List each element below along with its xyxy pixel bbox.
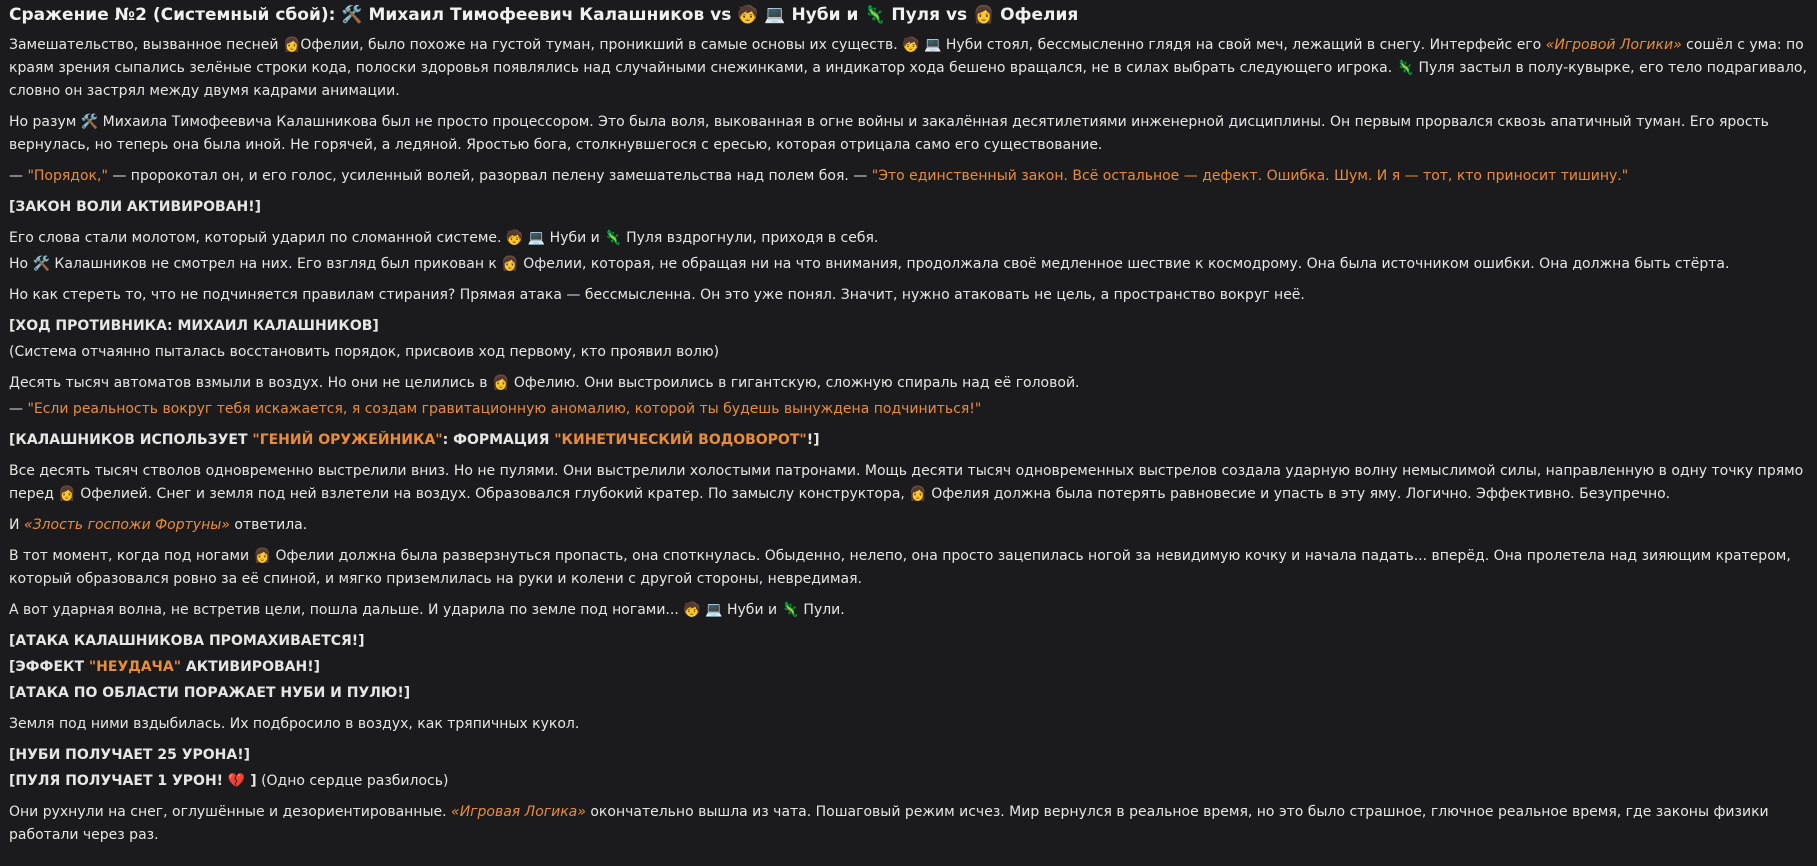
- system-message-will-law: [ЗАКОН ВОЛИ АКТИВИРОВАН!]: [9, 199, 262, 215]
- paragraph-system-note: (Система отчаянно пыталась восстановить порядок, присвоив ход первому, кто проявил волю): [9, 344, 720, 360]
- quote-law: "Это единственный закон. Всё остальное — дефект. Ошибка. Шум. И я — тот, кто приносит тишину.": [871, 168, 1629, 184]
- paragraph-fortune-answer: И «Злость госпожи Фортуны» ответила.: [9, 517, 308, 533]
- game-logic-term: «Игровой Логики»: [1545, 37, 1682, 53]
- paragraph-order-speech: — "Порядок," — пророкотал он, и его голос, усиленный волей, разорвал пелену замешательства над полем боя. — "Это единственный закон. Всё остальное — дефект. Ошибка. Шум. И я — тот, кто приносит тишину.": [9, 168, 1629, 184]
- quote-order: "Порядок,": [27, 168, 108, 184]
- paragraph-kalashnikov-will: Но разум 🛠️ Михаила Тимофеевича Калашникова был не просто процессором. Это была воля, выкованная в огне войны и закалённая десятилетиями инженерной дисциплины. Он первым прорвался сквозь апатичный туман. Его ярость вернулась, но теперь она была иной. Не горячей, а ледяной. Яростью бога, столкнувшегося с ересью, которая отрицала само его существование.: [9, 114, 1769, 153]
- paragraph-thrown-up: Земля под ними вздыбилась. Их подбросило в воздух, как тряпичных кукол.: [9, 716, 580, 732]
- effect-name: "НЕУДАЧА": [88, 659, 181, 675]
- paragraph-shockwave: Все десять тысяч стволов одновременно выстрелили вниз. Но не пулями. Они выстрелили холостыми патронами. Мощь десяти тысяч одновременных выстрелов создала ударную волну немыслимой силы, направленную в одну точку прямо перед 👩 Офелией. Снег и земля под ней взлетели на воздух. Образовался глубокий кратер. По замыслу конструктора, 👩 Офелия должна была потерять равновесие и упасть в эту яму. Логично. Эффективно. Безупречно.: [9, 463, 1804, 502]
- formation-name: "КИНЕТИЧЕСКИЙ ВОДОВОРОТ": [554, 432, 807, 448]
- paragraph-confusion: Замешательство, вызванное песней 👩Офелии, было похоже на густой туман, проникший в самые основы их существ. 🧒 💻 Нуби стоял, бессмысленно глядя на свой меч, лежащий в снегу. Интерфейс его «Игровой Логики» сошёл с ума: по краям зрения сыпались зелёные строки кода, полоски здоровья появлялись над случайными снежинками, а индикатор хода бешено вращался, не в силах выбрать следующего игрока. 🦎 Пуля застыл в полу-кувырке, его тело подрагивало, словно он застрял между двумя кадрами анимации.: [9, 37, 1807, 99]
- paragraph-ophelia-trip: В тот момент, когда под ногами 👩 Офелии должна была разверзнуться пропасть, она споткнулась. Обыденно, нелепо, она просто зацепилась ногой за невидимую кочку и начала падать... вперёд. Она пролетела над зияющим кратером, который образовался ровно за её спиной, и мягко приземлилась на руки и колени с другой стороны, невредимая.: [9, 548, 1791, 587]
- skill-name: "ГЕНИЙ ОРУЖЕЙНИКА": [252, 432, 443, 448]
- system-message-skill-use: [КАЛАШНИКОВ ИСПОЛЬЗУЕТ "ГЕНИЙ ОРУЖЕЙНИКА": ФОРМАЦИЯ "КИНЕТИЧЕСКИЙ ВОДОВОРОТ"!]: [9, 432, 820, 448]
- paragraph-hammer-words: Его слова стали молотом, который ударил по сломанной системе. 🧒 💻 Нуби и 🦎 Пуля вздрогнули, приходя в себя.: [9, 230, 879, 246]
- paragraph-wave-hits: А вот ударная волна, не встретив цели, пошла дальше. И ударила по земле под ногами... 🧒 💻 Нуби и 🦎 Пули.: [9, 602, 845, 618]
- paragraph-realtime: Они рухнули на снег, оглушённые и дезориентированные. «Игровая Логика» окончательно вышла из чата. Пошаговый режим исчез. Мир вернулся в реальное время, но это было страшное, глючное реальное время, где законы физики работали через раз.: [9, 804, 1769, 843]
- system-message-pulya-damage: [ПУЛЯ ПОЛУЧАЕТ 1 УРОН! 💔 ] (Одно сердце разбилось): [9, 773, 449, 789]
- system-message-area-attack: [АТАКА ПО ОБЛАСТИ ПОРАЖАЕТ НУБИ И ПУЛЮ!]: [9, 685, 411, 701]
- system-message-attack-miss: [АТАКА КАЛАШНИКОВА ПРОМАХИВАЕТСЯ!]: [9, 633, 365, 649]
- paragraph-rifles-spiral: Десять тысяч автоматов взмыли в воздух. Но они не целились в 👩 Офелию. Они выстроились в гигантскую, сложную спираль над её головой.: [9, 375, 1080, 391]
- battle-title: Сражение №2 (Системный сбой): 🛠️ Михаил Тимофеевич Калашников vs 🧒 💻 Нуби и 🦎 Пуля vs 👩 Офелия: [9, 5, 1079, 25]
- quote-gravity: "Если реальность вокруг тебя искажается, я создам гравитационную аномалию, которой ты будешь вынуждена подчиниться!": [27, 401, 982, 417]
- system-message-noobi-damage: [НУБИ ПОЛУЧАЕТ 25 УРОНА!]: [9, 747, 250, 763]
- paragraph-erase-question: Но как стереть то, что не подчиняется правилам стирания? Прямая атака — бессмысленна. Он это уже понял. Значит, нужно атаковать не цель, а пространство вокруг неё.: [9, 287, 1305, 303]
- fortune-term: «Злость госпожи Фортуны»: [23, 517, 230, 533]
- game-logic-term-2: «Игровая Логика»: [451, 804, 586, 820]
- system-message-enemy-turn: [ХОД ПРОТИВНИКА: МИХАИЛ КАЛАШНИКОВ]: [9, 318, 379, 334]
- paragraph-gravity-speech: — "Если реальность вокруг тебя искажается, я создам гравитационную аномалию, которой ты будешь вынуждена подчиниться!": [9, 401, 982, 417]
- paragraph-ophelia-target: Но 🛠️ Калашников не смотрел на них. Его взгляд был прикован к 👩 Офелии, которая, не обращая ни на что внимания, продолжала своё медленное шествие к космодрому. Она была источником ошибки. Она должна быть стёрта.: [9, 256, 1730, 272]
- system-message-bad-luck: [ЭФФЕКТ "НЕУДАЧА" АКТИВИРОВАН!]: [9, 659, 320, 675]
